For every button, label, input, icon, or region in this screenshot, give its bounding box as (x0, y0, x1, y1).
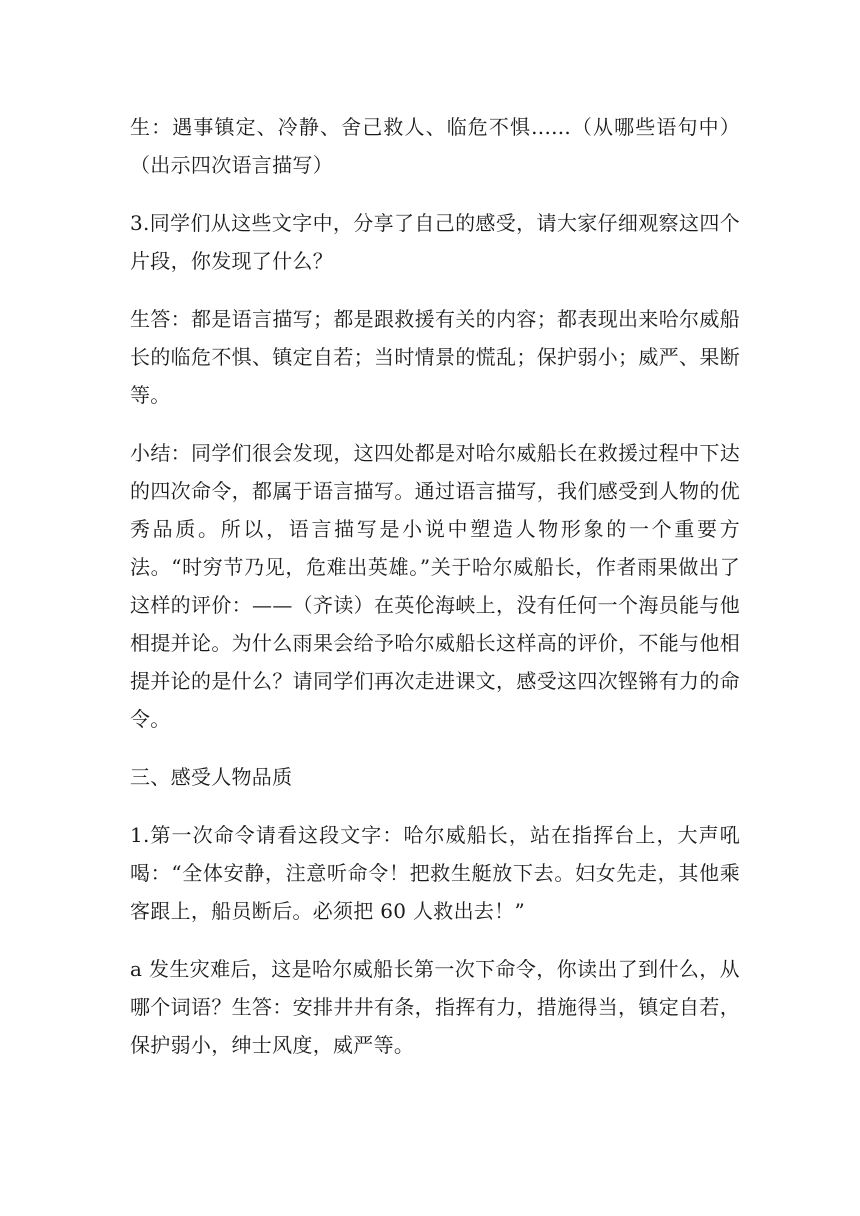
document-body (130, 108, 740, 1084)
section-heading-3: 三、感受人物品质 (130, 765, 293, 789)
paragraph-first-command: 1.第一次命令请看这段文字：哈尔威船长，站在指挥台上，大声吼喝：“全体安静，注意听命令！把救生艇放下去。妇女先走，其他乘客跟上，船员断后。必须把 60 人救出去！” (130, 823, 740, 923)
paragraph-first-command-analysis: a 发生灾难后，这是哈尔威船长第一次下命令，你读出了到什么，从哪个词语？生答：安排井井有条，指挥有力，措施得当，镇定自若，保护弱小，绅士风度，威严等。 (130, 957, 740, 1057)
paragraph-summary: 小结：同学们很会发现，这四处都是对哈尔威船长在救援过程中下达的四次命令，都属于语言描写。通过语言描写，我们感受到人物的优秀品质。所以，语言描写是小说中塑造人物形象的一个重要方法。“时穷节乃见，危难出英雄。”关于哈尔威船长，作者雨果做出了这样的评价：——（齐读）在英伦海峡上，没有任何一个海员能与他相提并论。为什么雨果会给予哈尔威船长这样高的评价，不能与他相提并论的是什么？请同学们再次走进课文，感受这四次铿锵有力的命令。 (130, 441, 740, 731)
paragraph-student-answer-1: 生：遇事镇定、冷静、舍己救人、临危不惧......（从哪些语句中）（出示四次语言描写） (130, 115, 740, 177)
paragraph-student-answer-2: 生答：都是语言描写；都是跟救援有关的内容；都表现出来哈尔威船长的临危不惧、镇定自若；当时情景的慌乱；保护弱小；威严、果断等。 (130, 307, 740, 407)
paragraph-question-3: 3.同学们从这些文字中，分享了自己的感受，请大家仔细观察这四个片段，你发现了什么？ (130, 211, 740, 273)
